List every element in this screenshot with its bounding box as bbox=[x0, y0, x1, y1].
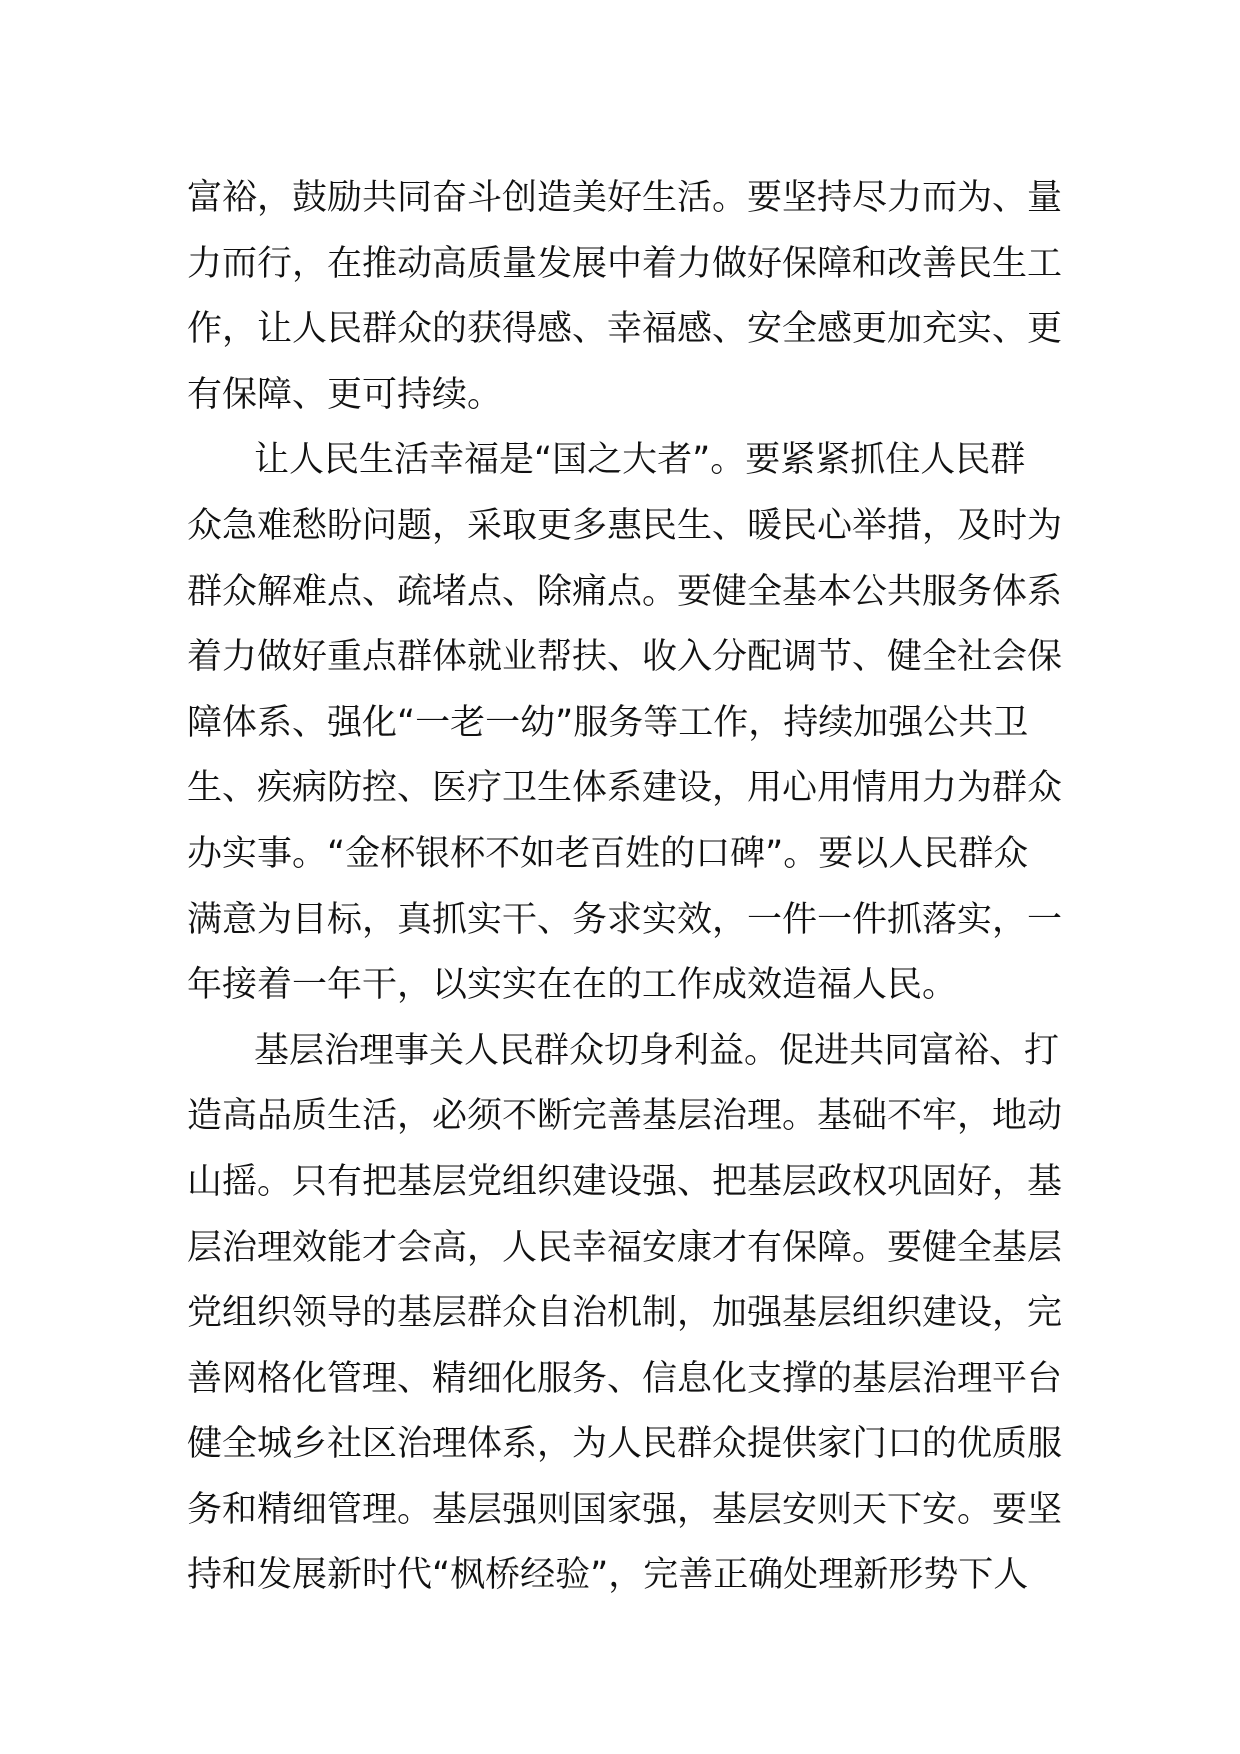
text-line: 年接着一年干，以实实在在的工作成效造福人民。 bbox=[187, 965, 958, 1006]
text-line: 善网格化管理、精细化服务、信息化支撑的基层治理平台 bbox=[187, 1358, 1063, 1399]
paragraph-2 bbox=[187, 428, 1063, 1018]
text-line: 持和发展新时代“枫桥经验”，完善正确处理新形势下人 bbox=[187, 1555, 1029, 1596]
text-line: 造高品质生活，必须不断完善基层治理。基础不牢，地动 bbox=[187, 1096, 1063, 1137]
text-line: 办实事。“金杯银杯不如老百姓的口碑”。要以人民群众 bbox=[187, 833, 1029, 874]
text-line: 基层治理事关人民群众切身利益。促进共同富裕、打 bbox=[254, 1030, 1060, 1071]
document-body bbox=[187, 166, 1063, 1609]
text-line: 务和精细管理。基层强则国家强，基层安则天下安。要坚 bbox=[187, 1489, 1063, 1530]
paragraph-1 bbox=[187, 166, 1063, 428]
text-line: 作，让人民群众的获得感、幸福感、安全感更加充实、更 bbox=[187, 309, 1063, 350]
text-line: 障体系、强化“一老一幼”服务等工作，持续加强公共卫 bbox=[187, 702, 1029, 743]
text-line: 健全城乡社区治理体系，为人民群众提供家门口的优质服 bbox=[187, 1424, 1063, 1465]
text-line: 山摇。只有把基层党组织建设强、把基层政权巩固好，基 bbox=[187, 1161, 1063, 1202]
text-line: 满意为目标，真抓实干、务求实效，一件一件抓落实，一 bbox=[187, 899, 1063, 940]
text-line: 群众解难点、疏堵点、除痛点。要健全基本公共服务体系 bbox=[187, 571, 1063, 612]
text-line: 有保障、更可持续。 bbox=[187, 374, 503, 415]
text-line: 生、疾病防控、医疗卫生体系建设，用心用情用力为群众 bbox=[187, 768, 1063, 809]
text-line: 众急难愁盼问题，采取更多惠民生、暖民心举措，及时为 bbox=[187, 505, 1063, 546]
text-line: 党组织领导的基层群众自治机制，加强基层组织建设，完 bbox=[187, 1293, 1063, 1334]
text-line: 让人民生活幸福是“国之大者”。要紧紧抓住人民群 bbox=[254, 440, 1026, 481]
paragraph-3 bbox=[187, 1019, 1063, 1609]
text-line: 力而行，在推动高质量发展中着力做好保障和改善民生工 bbox=[187, 243, 1063, 284]
text-line: 层治理效能才会高，人民幸福安康才有保障。要健全基层 bbox=[187, 1227, 1063, 1268]
text-line: 富裕，鼓励共同奋斗创造美好生活。要坚持尽力而为、量 bbox=[187, 178, 1063, 218]
text-line: 着力做好重点群体就业帮扶、收入分配调节、健全社会保 bbox=[187, 637, 1063, 678]
